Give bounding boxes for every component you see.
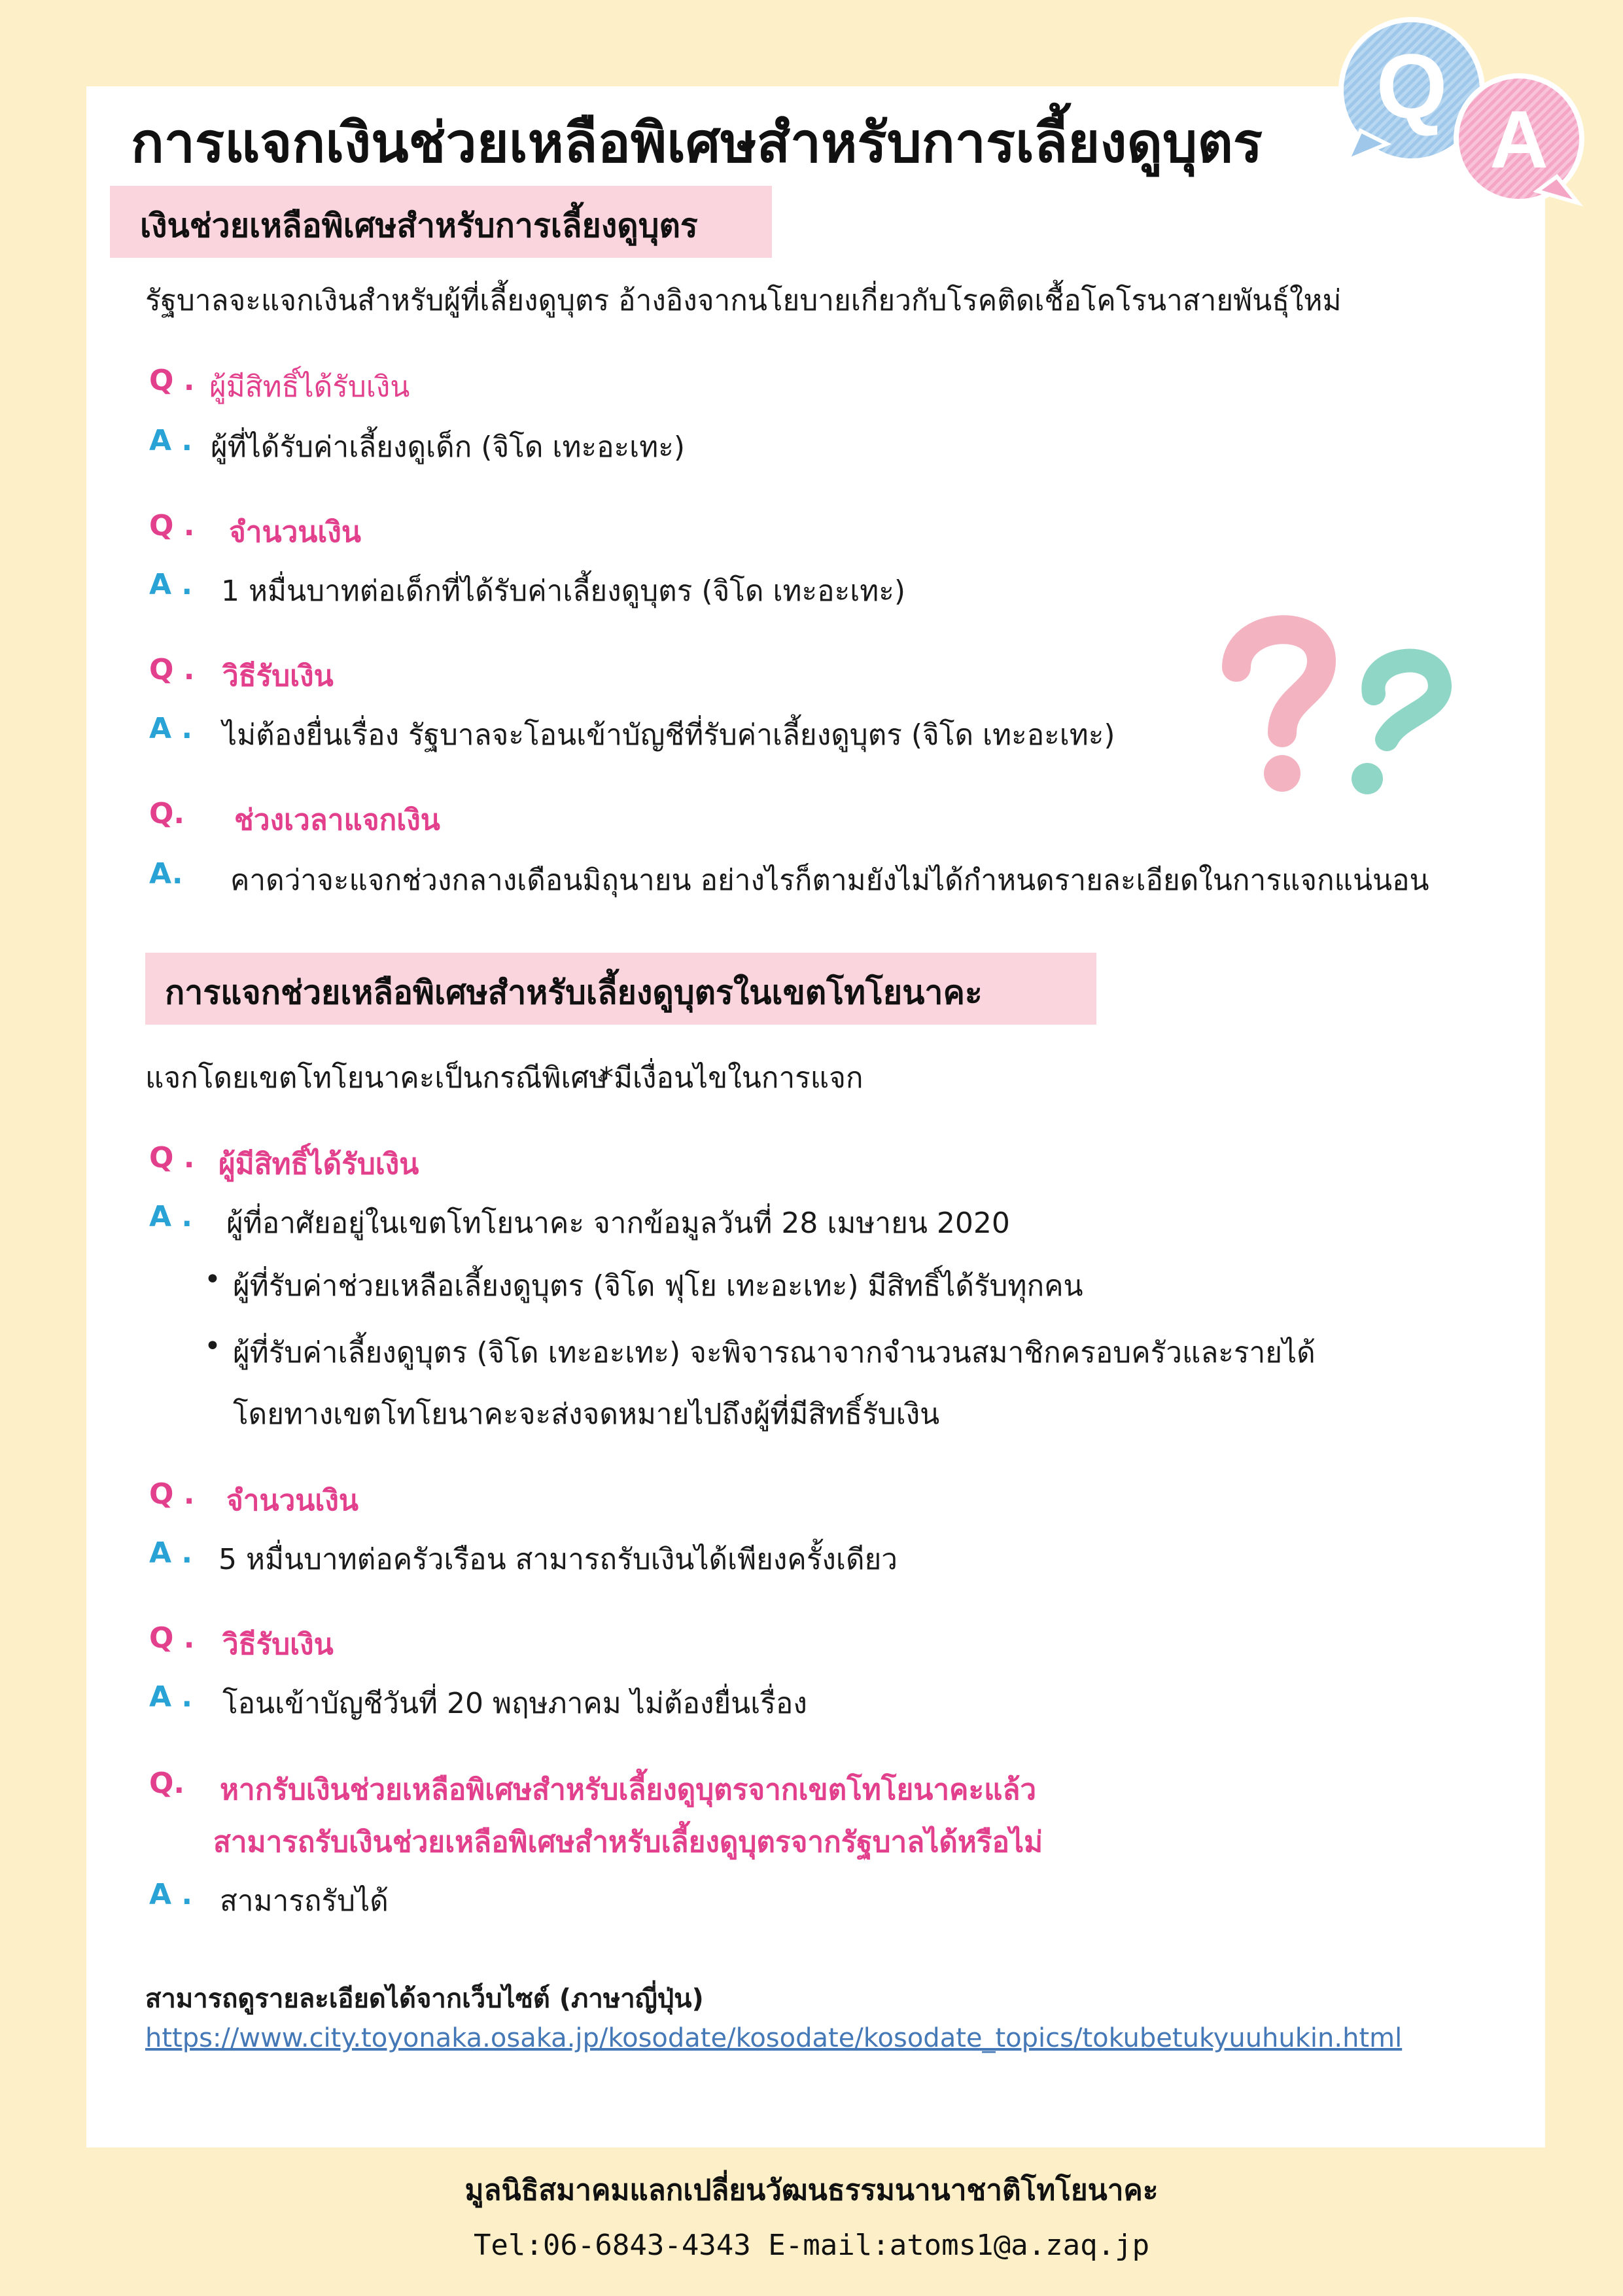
a-bubble (1456, 76, 1582, 203)
s2-bullet2-line1: ผู้ที่รับค่าเลี้ยงดูบุตร (จิโด เทะอะเทะ) จะพิจารณาจากจำนวนสมาชิกครอบครัวและรายได้ (233, 1336, 1316, 1369)
s1-q4-mark: Q. (149, 797, 185, 830)
s1-a1-text: ผู้ที่ได้รับค่าเลี้ยงดูเด็ก (จิโด เทะอะเทะ) (211, 431, 685, 464)
s2-bullet1: ผู้ที่รับค่าช่วยเหลือเลี้ยงดูบุตร (จิโด ฟุโย เทะอะเทะ) มีสิทธิ์ได้รับทุกคน (233, 1269, 1083, 1303)
s2-q1-mark: Q . (149, 1141, 195, 1174)
s2-a4-text: สามารถรับได้ (220, 1884, 389, 1918)
s1-q1-text: ผู้มีสิทธิ์ได้รับเงิน (209, 370, 410, 404)
s2-bullet2-line2: โดยทางเขตโทโยนาคะจะส่งจดหมายไปถึงผู้ที่มีสิทธิ์รับเงิน (233, 1398, 940, 1431)
section1-heading-band (110, 186, 772, 258)
s2-a1-text: ผู้ที่อาศัยอยู่ในเขตโทโยนาคะ จากข้อมูลวันที่ 28 เมษายน 2020 (226, 1207, 1010, 1240)
teal-question-dot (1352, 763, 1383, 794)
s1-q4-text: ช่วงเวลาแจกเงิน (234, 804, 440, 837)
more-info-label: สามารถดูรายละเอียดได้จากเว็บไซต์ (ภาษาญี่ปุ่น) (145, 1984, 704, 2014)
section2-heading: การแจกช่วยเหลือพิเศษสำหรับเลี้ยงดูบุตรในเขตโทโยนาคะ (165, 974, 983, 1012)
s2-q1-text: ผู้มีสิทธิ์ได้รับเงิน (218, 1148, 419, 1181)
s2-q3-mark: Q . (149, 1621, 195, 1655)
teal-question-mark-icon (1373, 661, 1440, 739)
s1-a4-text: คาดว่าจะแจกช่วงกลางเดือนมิถุนายน อย่างไรก็ตามยังไม่ได้กำหนดรายละเอียดในการแจกแน่นอน (230, 864, 1429, 897)
footer-organization: มูลนิธิสมาคมแลกเปลี่ยนวัฒนธรรมนานาชาติโทโยนาคะ (464, 2174, 1159, 2207)
s1-a3-text: ไม่ต้องยื่นเรื่อง รัฐบาลจะโอนเข้าบัญชีที่รับค่าเลี้ยงดูบุตร (จิโด เทะอะเทะ) (222, 718, 1115, 752)
section2-heading-band (145, 953, 1096, 1025)
section1-heading: เงินช่วยเหลือพิเศษสำหรับการเลี้ยงดูบุตร (140, 207, 698, 245)
more-info-link[interactable]: https://www.city.toyonaka.osaka.jp/kosodate/kosodate/kosodate_topics/tokubetukyuuhukin.html (145, 2023, 1403, 2053)
s1-q2-text: จำนวนเงิน (229, 516, 361, 549)
s2-q4-line2: สามารถรับเงินช่วยเหลือพิเศษสำหรับเลี้ยงดูบุตรจากรัฐบาลได้หรือไม่ (213, 1826, 1043, 1859)
pink-question-dot (1264, 755, 1300, 792)
s1-a2-mark: A . (149, 568, 193, 601)
s2-q2-text: จำนวนเงิน (226, 1484, 358, 1517)
s1-q3-text: วิธีรับเงิน (222, 660, 334, 693)
s1-a4-mark: A. (149, 857, 183, 891)
s2-a2-text: 5 หมื่นบาทต่อครัวเรือน สามารถรับเงินได้เพียงครั้งเดียว (218, 1543, 898, 1576)
s2-a1-mark: A . (149, 1200, 193, 1233)
s2-q4-line1: หากรับเงินช่วยเหลือพิเศษสำหรับเลี้ยงดูบุตรจากเขตโทโยนาคะแล้ว (220, 1773, 1037, 1807)
s2-q4-mark: Q. (149, 1767, 185, 1800)
s2-a3-mark: A . (149, 1680, 193, 1714)
s2-q3-text: วิธีรับเงิน (222, 1628, 334, 1661)
s1-q2-mark: Q . (149, 509, 195, 542)
a-letter: A (1490, 95, 1548, 185)
s1-a1-mark: A . (149, 424, 193, 457)
section2-intro: แจกโดยเขตโทโยนาคะเป็นกรณีพิเศษ (145, 1061, 608, 1095)
q-letter: Q (1376, 35, 1448, 137)
section1-intro: รัฐบาลจะแจกเงินสำหรับผู้ที่เลี้ยงดูบุตร อ้างอิงจากนโยบายเกี่ยวกับโรคติดเชื้อโคโรนาสายพันธุ์ใหม่ (145, 284, 1342, 317)
bullet-dot-2: • (204, 1330, 221, 1363)
page-title: การแจกเงินช่วยเหลือพิเศษสำหรับการเลี้ยงดูบุตร (131, 111, 1263, 175)
bullet-dot-1: • (204, 1263, 221, 1296)
section2-intro-note: *มีเงื่อนไขในการแจก (599, 1061, 864, 1095)
s2-a4-mark: A . (149, 1878, 193, 1911)
s1-a3-mark: A . (149, 712, 193, 745)
s2-q2-mark: Q . (149, 1477, 195, 1511)
question-marks-decoration (1210, 602, 1472, 811)
s1-q1-mark: Q . (149, 364, 195, 397)
s1-q3-mark: Q . (149, 653, 195, 686)
s1-a2-text: 1 หมื่นบาทต่อเด็กที่ได้รับค่าเลี้ยงดูบุตร (จิโด เทะอะเทะ) (221, 574, 906, 608)
pink-question-mark-icon (1236, 629, 1321, 733)
qa-logo (1335, 13, 1596, 209)
s2-a3-text: โอนเข้าบัญชีวันที่ 20 พฤษภาคม ไม่ต้องยื่นเรื่อง (222, 1687, 807, 1720)
footer-contact: Tel:06-6843-4343 E-mail:atoms1@a.zaq.jp (473, 2229, 1150, 2262)
s2-a2-mark: A . (149, 1536, 193, 1570)
